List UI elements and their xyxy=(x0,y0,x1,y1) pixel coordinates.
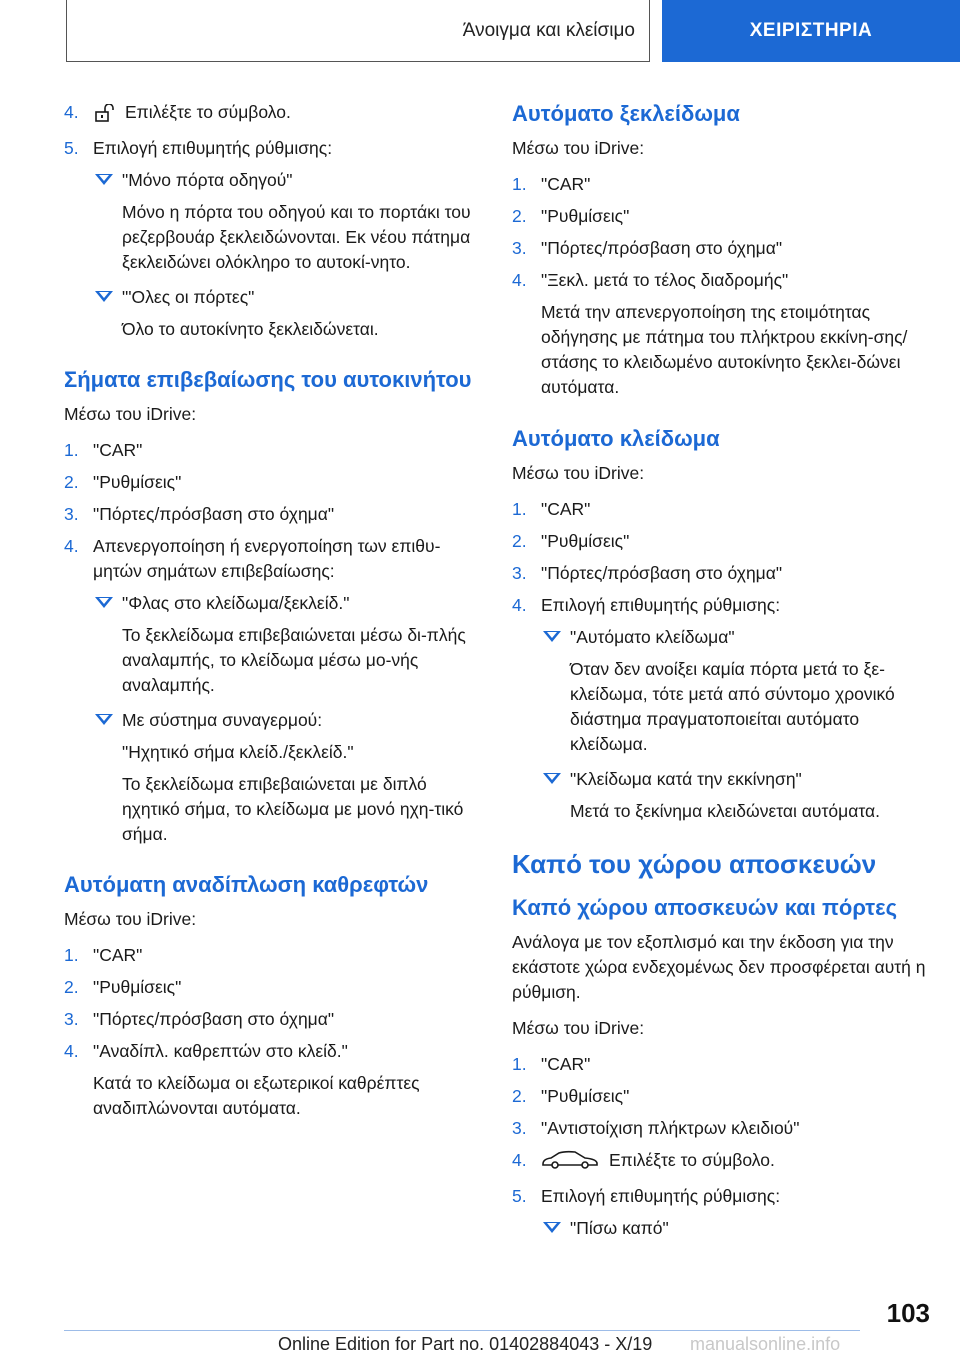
item-text: "CAR" xyxy=(93,440,143,460)
section-heading: Αυτόματο ξεκλείδωμα xyxy=(512,101,740,126)
sub-item xyxy=(512,1216,932,1241)
item-number: 3. xyxy=(512,238,527,258)
watermark: manualsonline.info xyxy=(690,1334,841,1354)
list-item xyxy=(64,1007,474,1032)
triangle-bullet-icon xyxy=(543,773,561,784)
item-number: 2. xyxy=(512,1086,527,1106)
note-text: Κατά το κλείδωμα οι εξωτερικοί καθρέπτες αναδιπλώνονται αυτόματα. xyxy=(93,1073,420,1118)
item-number: 2. xyxy=(64,977,79,997)
sub-item xyxy=(512,625,932,650)
item-number: 1. xyxy=(512,174,527,194)
item-number: 4. xyxy=(64,1041,79,1061)
item-number: 3. xyxy=(512,1118,527,1138)
chapter-heading: Καπό του χώρου αποσκευών xyxy=(512,849,877,879)
triangle-bullet-icon xyxy=(95,597,113,608)
item-number: 1. xyxy=(512,1054,527,1074)
sub-label: "Κλείδωμα κατά την εκκίνηση" xyxy=(570,769,802,789)
item-text: Επιλογή επιθυμητής ρύθμισης: xyxy=(541,1186,781,1206)
list-item xyxy=(512,204,932,229)
via-idrive: Μέσω του iDrive: xyxy=(512,1018,645,1038)
item-text: "CAR" xyxy=(93,945,143,965)
via-idrive: Μέσω του iDrive: xyxy=(512,463,645,483)
intro-text: Ανάλογα με τον εξοπλισμό και την έκδοση για την εκάστοτε χώρα ενδεχομένως δεν προσφέρεται αυτή η ρύθμιση. xyxy=(512,932,926,1002)
left-column xyxy=(64,100,474,1132)
triangle-bullet-icon xyxy=(543,631,561,642)
sub-label: "Πίσω καπό" xyxy=(570,1218,669,1238)
chapter-tab xyxy=(662,0,960,62)
item-number: 3. xyxy=(64,504,79,524)
list-item xyxy=(512,561,932,586)
page-header xyxy=(0,0,960,66)
section-heading: Σήματα επιβεβαίωσης του αυτοκινήτου xyxy=(64,367,472,392)
section-heading: Αυτόματο κλείδωμα xyxy=(512,426,720,451)
item-number: 4. xyxy=(512,1150,527,1170)
item-text: "CAR" xyxy=(541,174,591,194)
triangle-bullet-icon xyxy=(95,714,113,725)
sub-label: "'Ολες οι πόρτες" xyxy=(122,287,255,307)
triangle-bullet-icon xyxy=(95,174,113,185)
sub-description: Μετά το ξεκίνημα κλειδώνεται αυτόματα. xyxy=(570,801,880,821)
list-item xyxy=(512,172,932,197)
sub-item xyxy=(512,767,932,792)
list-item xyxy=(64,136,474,161)
item-text: Επιλογή επιθυμητής ρύθμισης: xyxy=(93,138,333,158)
item-number: 5. xyxy=(512,1186,527,1206)
chapter-title: ΧΕΙΡΙΣΤΗΡΙΑ xyxy=(749,20,873,41)
list-item xyxy=(64,943,474,968)
item-text: Επιλογή επιθυμητής ρύθμισης: xyxy=(541,595,781,615)
item-number: 4. xyxy=(64,102,79,122)
car-icon xyxy=(541,1150,599,1177)
sub-item xyxy=(64,285,474,310)
section-tab xyxy=(66,0,650,62)
sub-description: Μόνο η πόρτα του οδηγού και το πορτάκι του ρεζερβουάρ ξεκλειδώνονται. Εκ νέου πάτημα ξεκλειδώνει ολόκληρο το αυτοκί-νητο. xyxy=(122,202,471,272)
item-number: 3. xyxy=(64,1009,79,1029)
item-number: 3. xyxy=(512,563,527,583)
triangle-bullet-icon xyxy=(95,291,113,302)
item-text: "Ρυθμίσεις" xyxy=(541,206,630,226)
page-number: 103 xyxy=(886,1298,930,1328)
sub-label: "Μόνο πόρτα οδηγού" xyxy=(122,170,293,190)
sub-label: "Φλας στο κλείδωμα/ξεκλείδ." xyxy=(122,593,350,613)
section-heading: Αυτόματη αναδίπλωση καθρεφτών xyxy=(64,872,429,897)
list-item xyxy=(64,1039,474,1064)
item-text: "Αντιστοίχιση πλήκτρων κλειδιού" xyxy=(541,1118,800,1138)
item-number: 1. xyxy=(512,499,527,519)
list-item xyxy=(64,470,474,495)
sub-description: Όταν δεν ανοίξει καμία πόρτα μετά το ξε-κλείδωμα, τότε μετά από σύντομο χρονικό διάστημα πραγματοποιείται αυτόματο κλείδωμα. xyxy=(570,659,895,754)
section-heading: Καπό χώρου αποσκευών και πόρτες xyxy=(512,895,898,920)
triangle-bullet-icon xyxy=(543,1222,561,1233)
item-number: 4. xyxy=(512,595,527,615)
item-number: 1. xyxy=(64,945,79,965)
item-text: "Ρυθμίσεις" xyxy=(541,531,630,551)
list-item xyxy=(64,438,474,463)
list-item xyxy=(512,1148,932,1177)
item-text: "Ρυθμίσεις" xyxy=(93,472,182,492)
sub-description: "Ηχητικό σήμα κλείδ./ξεκλείδ." xyxy=(122,742,354,762)
item-text: "CAR" xyxy=(541,499,591,519)
list-item xyxy=(512,1052,932,1077)
sub-item xyxy=(64,168,474,193)
item-number: 4. xyxy=(512,270,527,290)
item-number: 2. xyxy=(64,472,79,492)
list-item xyxy=(512,268,932,293)
sub-item xyxy=(64,708,474,733)
item-text: "Πόρτες/πρόσβαση στο όχημα" xyxy=(93,1009,335,1029)
item-number: 5. xyxy=(64,138,79,158)
item-number: 2. xyxy=(512,206,527,226)
item-text: "Ρυθμίσεις" xyxy=(93,977,182,997)
item-text: "Ρυθμίσεις" xyxy=(541,1086,630,1106)
sub-description: Το ξεκλείδωμα επιβεβαιώνεται μέσω δι-πλής αναλαμπής, το κλείδωμα μέσω μο-νής αναλαμπής. xyxy=(122,625,466,695)
item-text: "Πόρτες/πρόσβαση στο όχημα" xyxy=(541,563,783,583)
list-item xyxy=(512,236,932,261)
list-item xyxy=(512,593,932,618)
note-text: Μετά την απενεργοποίηση της ετοιμότητας οδήγησης με πάτημα του πλήκτρου εκκίνη-σης/στάσης το κλειδωμένο αυτοκίνητο ξεκλει-δώνει αυτόματα. xyxy=(541,302,908,397)
sub-description: Όλο το αυτοκίνητο ξεκλειδώνεται. xyxy=(122,319,379,339)
edition-text: Online Edition for Part no. 01402884043 - X/19 xyxy=(278,1334,653,1354)
sub-item xyxy=(64,591,474,616)
list-item xyxy=(512,1184,932,1209)
via-idrive: Μέσω του iDrive: xyxy=(512,138,645,158)
item-text: Απενεργοποίηση ή ενεργοποίηση των επιθυ-μητών σημάτων επιβεβαίωσης: xyxy=(93,536,441,581)
footer-divider xyxy=(64,1330,860,1331)
list-item xyxy=(64,502,474,527)
item-text: "Πόρτες/πρόσβαση στο όχημα" xyxy=(93,504,335,524)
item-number: 2. xyxy=(512,531,527,551)
list-item xyxy=(64,534,474,584)
list-item xyxy=(512,1116,932,1141)
item-text: "Αναδίπλ. καθρεπτών στο κλείδ." xyxy=(93,1041,348,1061)
item-number: 1. xyxy=(64,440,79,460)
via-idrive: Μέσω του iDrive: xyxy=(64,404,197,424)
right-column xyxy=(512,100,932,1248)
unlock-icon xyxy=(93,104,115,129)
item-text: "Ξεκλ. μετά το τέλος διαδρομής" xyxy=(541,270,789,290)
item-text: "CAR" xyxy=(541,1054,591,1074)
item-text: Επιλέξτε το σύμβολο. xyxy=(609,1150,775,1170)
sub-label: Με σύστημα συναγερμού: xyxy=(122,710,323,730)
list-item xyxy=(64,975,474,1000)
item-text: Επιλέξτε το σύμβολο. xyxy=(125,102,291,122)
section-title: Άνοιγμα και κλείσιμο xyxy=(462,19,635,41)
via-idrive: Μέσω του iDrive: xyxy=(64,909,197,929)
item-text: "Πόρτες/πρόσβαση στο όχημα" xyxy=(541,238,783,258)
sub-description: Το ξεκλείδωμα επιβεβαιώνεται με διπλό ηχητικό σήμα, το κλείδωμα με μονό ηχη-τικό σήμα. xyxy=(122,774,464,844)
list-item xyxy=(512,529,932,554)
list-item xyxy=(512,1084,932,1109)
list-item xyxy=(64,100,474,129)
item-number: 4. xyxy=(64,536,79,556)
sub-label: "Αυτόματο κλείδωμα" xyxy=(570,627,735,647)
list-item xyxy=(512,497,932,522)
